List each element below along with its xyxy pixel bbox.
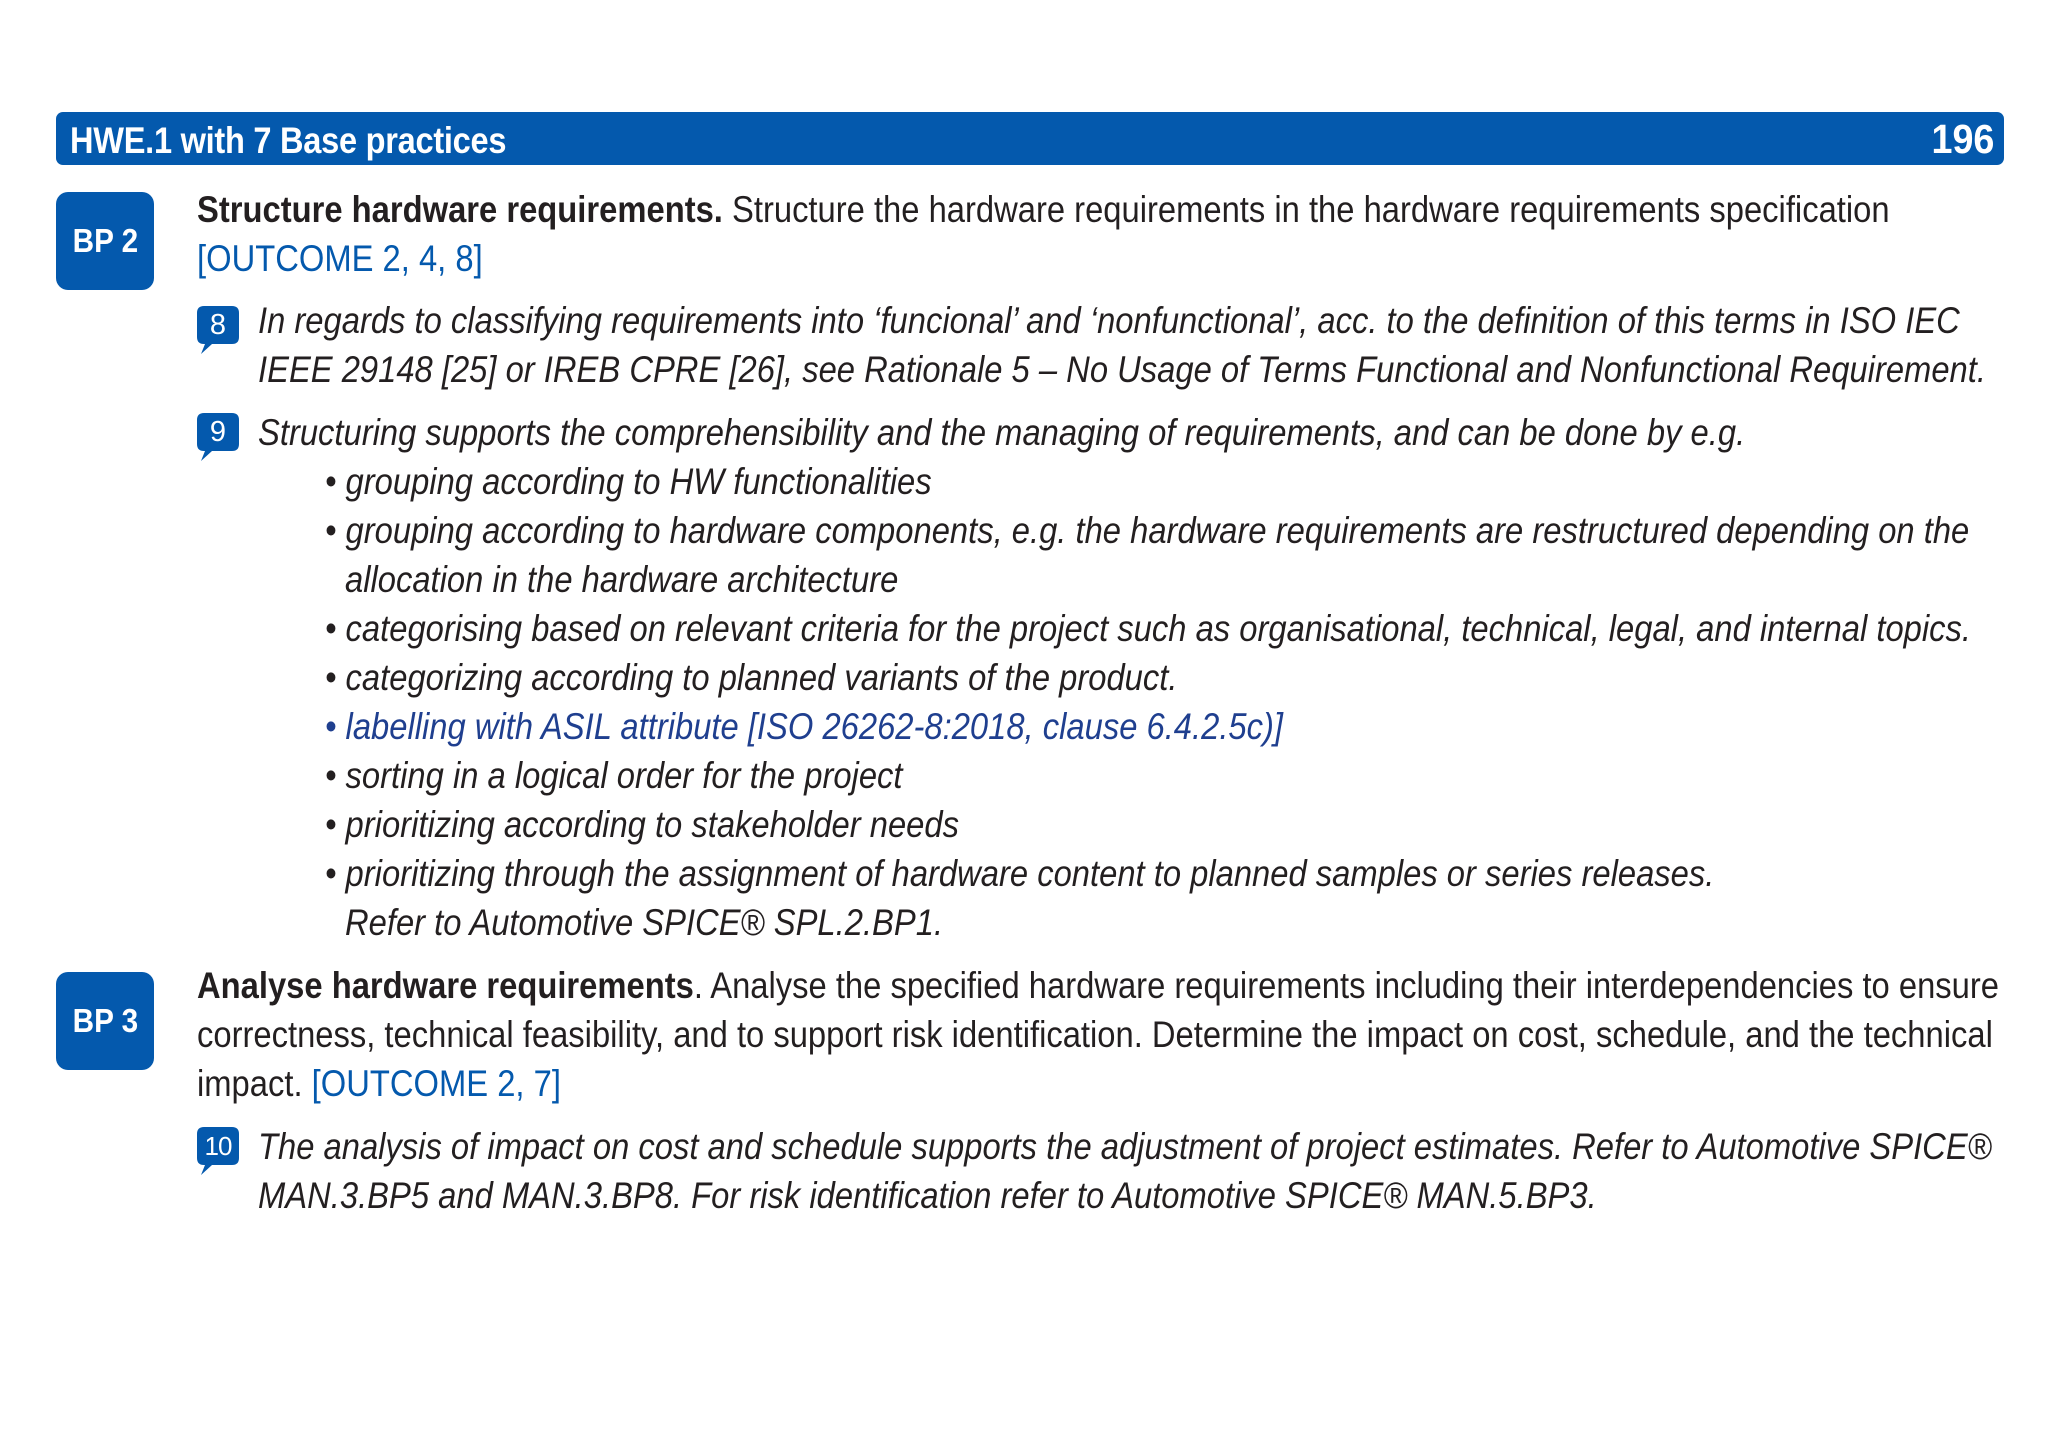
note-9-bullet-7: • prioritizing according to stakeholder needs <box>325 804 959 845</box>
note-8-line-1: In regards to classifying requirements into ‘funcional’ and ‘nonfunctional’, acc. to the definition of this terms in ISO IEC <box>258 300 1960 341</box>
note-bubble-icon <box>196 1126 240 1178</box>
bp2-title: Structure hardware requirements. <box>197 189 723 230</box>
note-9-intro: Structuring supports the comprehensibility and the managing of requirements, and can be done by e.g. <box>258 412 1746 453</box>
section-title: HWE.1 with 7 Base practices <box>70 120 507 161</box>
page-number: 196 <box>1931 116 1994 162</box>
note-9-bullet-3: • categorising based on relevant criteria for the project such as organisational, technical, legal, and internal topics. <box>325 608 1972 649</box>
bp3-text-1: . Analyse the specified hardware requirements including their interdependencies to ensure <box>693 965 1999 1006</box>
note-9-bullet-2-line-1: • grouping according to hardware components, e.g. the hardware requirements are restructured depending on the <box>325 510 1970 551</box>
bp3-text-3-line <box>197 1059 561 1108</box>
bp3-heading-line <box>197 961 1999 1010</box>
note-9-bullet-6: • sorting in a logical order for the project <box>325 755 903 796</box>
bp3-title: Analyse hardware requirements <box>197 965 694 1006</box>
note-9-bullet-4: • categorizing according to planned variants of the product. <box>325 657 1178 698</box>
note-9-bullet-2-line-2: allocation in the hardware architecture <box>345 559 899 600</box>
note-9-bullet-8-line-2: Refer to Automotive SPICE® SPL.2.BP1. <box>345 902 944 943</box>
bp2-badge-label: BP 2 <box>72 222 138 259</box>
bp3-outcome: [OUTCOME 2, 7] <box>311 1063 561 1104</box>
bp3-text-3: impact. <box>197 1063 312 1104</box>
bp2-heading-line <box>197 185 1890 234</box>
bp3-text-2: correctness, technical feasibility, and to support risk identification. Determine the impact on cost, schedule, and the technical <box>197 1014 1993 1055</box>
section-header-bar <box>56 112 2004 165</box>
bp3-badge-label: BP 3 <box>72 1002 138 1039</box>
note-9-number: 9 <box>209 416 227 448</box>
note-10-line-2: MAN.3.BP5 and MAN.3.BP8. For risk identification refer to Automotive SPICE® MAN.5.BP3. <box>258 1175 1597 1216</box>
note-8-line-2: IEEE 29148 [25] or IREB CPRE [26], see Rationale 5 – No Usage of Terms Functional and Nonfunctional Requirement. <box>258 349 1986 390</box>
note-8-number: 8 <box>209 309 227 341</box>
note-9-bullet-8-line-1: • prioritizing through the assignment of hardware content to planned samples or series releases. <box>325 853 1715 894</box>
bp2-outcome: [OUTCOME 2, 4, 8] <box>197 238 483 279</box>
note-9-bullet-5-asil: • labelling with ASIL attribute [ISO 26262-8:2018, clause 6.4.2.5c)] <box>325 706 1284 747</box>
note-10-number: 10 <box>204 1131 232 1161</box>
note-9-bullet-1: • grouping according to HW functionalities <box>325 461 932 502</box>
note-bubble-icon <box>196 412 240 464</box>
bp3-badge <box>56 972 154 1070</box>
bp2-text: Structure the hardware requirements in the hardware requirements specification <box>722 189 1890 230</box>
note-10-line-1: The analysis of impact on cost and schedule supports the adjustment of project estimates. Refer to Automotive SPICE® <box>258 1126 1992 1167</box>
note-bubble-icon <box>196 305 240 357</box>
bp2-badge <box>56 192 154 290</box>
